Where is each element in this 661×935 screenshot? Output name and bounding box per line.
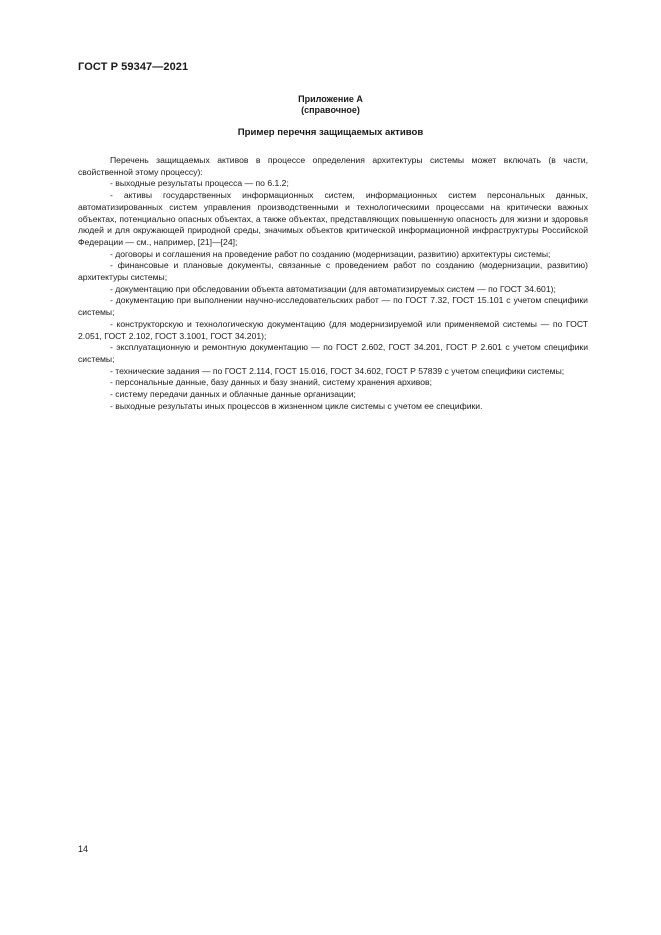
- page-number: 14: [78, 844, 89, 854]
- list-item: - договоры и соглашения на проведение работ по созданию (модернизации, развитию) архитектуры системы;: [110, 248, 551, 259]
- list-item: - систему передачи данных и облачные данные организации;: [110, 389, 356, 400]
- list-item: - конструкторскую и технологическую документацию (для модернизируемой или применяемой системы — по ГОСТ 2.051, ГОСТ 2.102, ГОСТ 3.1001, ГОСТ 34.201);: [78, 318, 588, 341]
- list-item: - технические задания — по ГОСТ 2.114, ГОСТ 15.016, ГОСТ 34.602, ГОСТ Р 57839 с учетом специфики системы;: [110, 365, 565, 376]
- list-item: - персональные данные, базу данных и базу знаний, систему хранения архивов;: [110, 377, 432, 388]
- list-item: - выходные результаты иных процессов в жизненном цикле системы с учетом ее специфики.: [110, 400, 483, 411]
- standard-number-header: ГОСТ Р 59347—2021: [78, 61, 189, 73]
- list-item: - финансовые и плановые документы, связанные с проведением работ по созданию (модернизации, развитию) архитектуры системы;: [78, 260, 588, 283]
- annex-title: Приложение А: [298, 94, 363, 104]
- list-item: - активы государственных информационных систем, информационных систем персональных данных, автоматизированных систем управления производственными и технологическими процессами на критически важных объектах, потенциально опасных объектах, а также объектах, представляющих повышенную опасность для жизни и здоровья людей и для окружающей природной среды, значимых объектов критической информационной инфраструктуры Российской Федерации — см., например, [21]—[24];: [78, 190, 588, 247]
- section-title: Пример перечня защищаемых активов: [237, 127, 424, 138]
- intro-paragraph: Перечень защищаемых активов в процессе определения архитектуры системы может включать (в части, свойственной этому процессу):: [78, 155, 588, 177]
- list-item: - эксплуатационную и ремонтную документацию — по ГОСТ 2.602, ГОСТ 34.201, ГОСТ Р 2.601 с учетом специфики системы;: [78, 342, 588, 364]
- list-item: - выходные результаты процесса — по 6.1.2;: [110, 178, 289, 189]
- list-item: - документацию при выполнении научно-исследовательских работ — по ГОСТ 7.32, ГОСТ 15.101 с учетом специфики системы;: [78, 295, 588, 318]
- annex-subtitle: (справочное): [301, 105, 360, 115]
- list-item: - документацию при обследовании объекта автоматизации (для автоматизируемых систем — по ГОСТ 34.601);: [110, 283, 556, 294]
- body-text: [78, 155, 588, 412]
